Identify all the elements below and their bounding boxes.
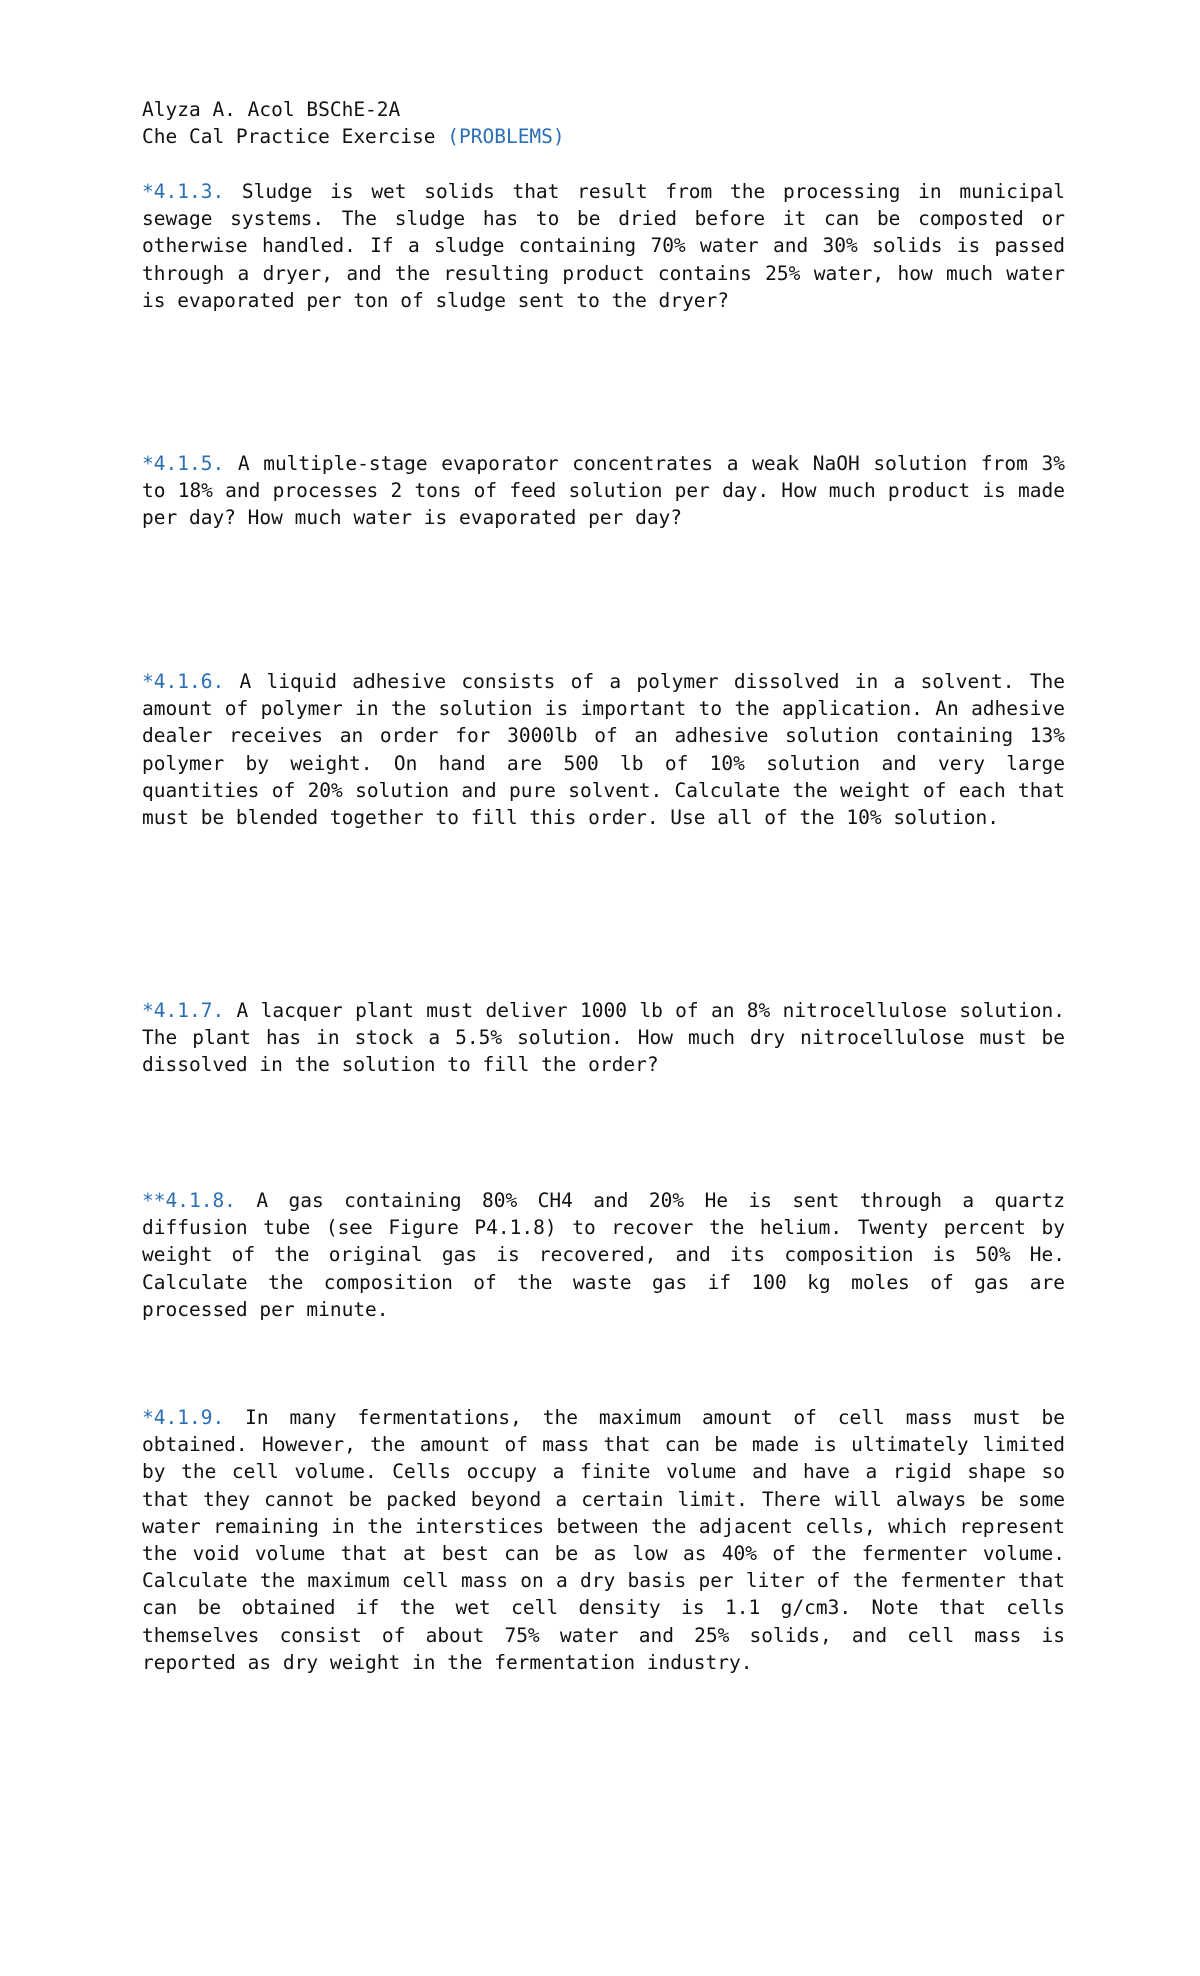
problem-4-1-5	[142, 450, 1065, 532]
document-title	[142, 123, 1065, 150]
problem-4-1-6	[142, 668, 1065, 831]
problem-4-1-9	[142, 1404, 1065, 1676]
problem-number: *4.1.5.	[142, 452, 225, 475]
problem-text: A gas containing 80% CH4 and 20% He is sent through a quartz diffusion tube (see Figure P4.1.8) to recover the helium. Twenty percent by weight of the original gas is recovered, and its composition is 50% He. Calculate the composition of the waste gas if 100 kg moles of gas are processed per minute.	[142, 1189, 1065, 1321]
problem-number: *4.1.9.	[142, 1406, 225, 1429]
problem-4-1-7	[142, 997, 1065, 1079]
author-line: Alyza A. Acol BSChE-2A	[142, 98, 401, 121]
problem-text: In many fermentations, the maximum amount of cell mass must be obtained. However, the amount of mass that can be made is ultimately limited by the cell volume. Cells occupy a finite volume and have a rigid shape so that they cannot be packed beyond a certain limit. There will always be some water remaining in the interstices between the adjacent cells, which represent the void volume that at best can be as low as 40% of the fermenter volume. Calculate the maximum cell mass on a dry basis per liter of the fermenter that can be obtained if the wet cell density is 1.1 g/cm3. Note that cells themselves consist of about 75% water and 25% solids, and cell mass is reported as dry weight in the fermentation industry.	[142, 1406, 1065, 1674]
title-text: Che Cal Practice Exercise	[142, 125, 448, 149]
problem-text: A liquid adhesive consists of a polymer dissolved in a solvent. The amount of polymer in the solution is important to the application. An adhesive dealer receives an order for 3000lb of an adhesive solution containing 13% polymer by weight. On hand are 500 lb of 10% solution and very large quantities of 20% solution and pure solvent. Calculate the weight of each that must be blended together to fill this order. Use all of the 10% solution.	[142, 670, 1065, 830]
problem-number: **4.1.8.	[142, 1189, 236, 1212]
title-tag: (PROBLEMS)	[447, 125, 565, 149]
document-page	[142, 96, 1065, 1674]
problem-4-1-8	[142, 1187, 1065, 1323]
problem-number: *4.1.3.	[142, 180, 225, 203]
problem-text: Sludge is wet solids that result from the processing in municipal sewage systems. The sludge has to be dried before it can be composted or otherwise handled. If a sludge containing 70% water and 30% solids is passed through a dryer, and the resulting product contains 25% water, how much water is evaporated per ton of sludge sent to the dryer?	[142, 180, 1065, 312]
problem-text: A lacquer plant must deliver 1000 lb of an 8% nitrocellulose solution. The plant has in stock a 5.5% solution. How much dry nitrocellulose must be dissolved in the solution to fill the order?	[142, 999, 1065, 1077]
problem-number: *4.1.6.	[142, 670, 225, 693]
problem-text: A multiple-stage evaporator concentrates a weak NaOH solution from 3% to 18% and processes 2 tons of feed solution per day. How much product is made per day? How much water is evaporated per day?	[142, 452, 1065, 530]
problem-4-1-3	[142, 178, 1065, 314]
problem-number: *4.1.7.	[142, 999, 225, 1022]
